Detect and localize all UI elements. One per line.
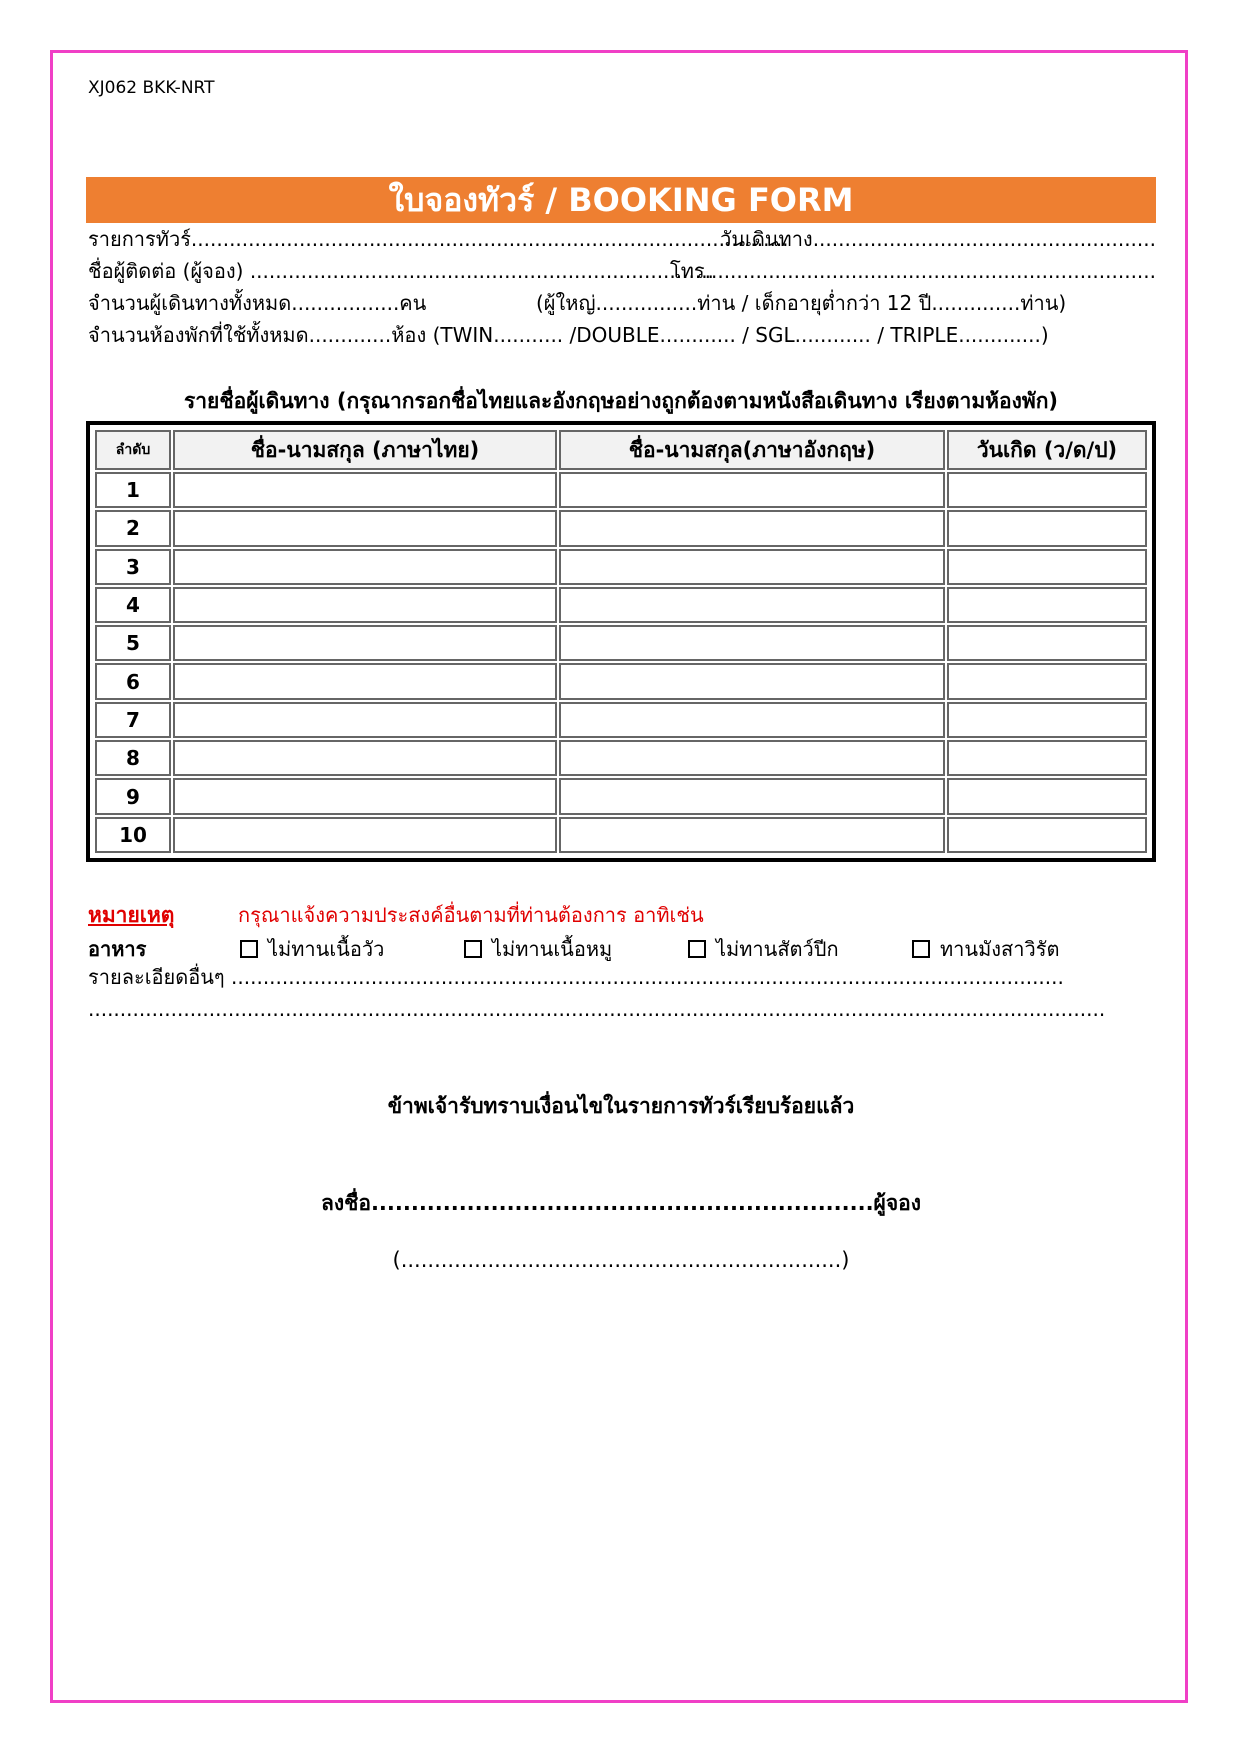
english-name-cell[interactable] — [559, 817, 945, 853]
birth-date-cell[interactable] — [947, 702, 1147, 738]
checkbox-icon[interactable] — [240, 940, 258, 958]
birth-date-cell[interactable] — [947, 740, 1147, 776]
passenger-section-title: รายชื่อผู้เดินทาง (กรุณากรอกชื่อไทยและอังกฤษอย่างถูกต้องตามหนังสือเดินทาง เรียงตามห้องพัก) — [183, 389, 1059, 413]
checkbox-icon[interactable] — [464, 940, 482, 958]
option-label: ไม่ทานสัตว์ปีก — [716, 937, 839, 961]
form-title-banner: ใบจองทัวร์ / BOOKING FORM — [86, 177, 1156, 223]
english-name-cell[interactable] — [559, 587, 945, 623]
thai-name-cell[interactable] — [173, 549, 557, 585]
checkbox-icon[interactable] — [912, 940, 930, 958]
english-name-cell[interactable] — [559, 625, 945, 661]
birth-date-cell[interactable] — [947, 817, 1147, 853]
acknowledgement-text: ข้าพเจ้ารับทราบเงื่อนไขในรายการทัวร์เรียบร้อยแล้ว — [387, 1094, 855, 1118]
document-code: XJ062 BKK-NRT — [88, 78, 215, 98]
total-pax-field[interactable]: จำนวนผู้เดินทางทั้งหมด.................คน — [88, 291, 427, 315]
thai-name-cell[interactable] — [173, 817, 557, 853]
passenger-table — [86, 421, 1156, 862]
birth-date-cell[interactable] — [947, 472, 1147, 508]
tour-field[interactable]: รายการทัวร์.............................................................................................. — [88, 227, 789, 251]
row-number: 7 — [95, 702, 171, 738]
row-number: 3 — [95, 549, 171, 585]
other-details-line[interactable]: ................................................................................................................................................................ — [88, 997, 1106, 1021]
thai-name-cell[interactable] — [173, 702, 557, 738]
row-number: 4 — [95, 587, 171, 623]
table-row — [95, 472, 1147, 508]
thai-name-cell[interactable] — [173, 510, 557, 546]
food-label: อาหาร — [88, 937, 147, 961]
phone-field[interactable]: โทร....................................................................... — [669, 259, 1156, 283]
birth-date-cell[interactable] — [947, 663, 1147, 699]
row-number: 1 — [95, 472, 171, 508]
header-english-name: ชื่อ-นามสกุล(ภาษาอังกฤษ) — [559, 430, 945, 470]
english-name-cell[interactable] — [559, 549, 945, 585]
english-name-cell[interactable] — [559, 702, 945, 738]
table-row — [95, 625, 1147, 661]
option-label: ไม่ทานเนื้อวัว — [268, 937, 385, 961]
row-number: 6 — [95, 663, 171, 699]
thai-name-cell[interactable] — [173, 740, 557, 776]
contact-field[interactable]: ชื่อผู้ติดต่อ (ผู้จอง) ......................................................................... — [88, 259, 714, 283]
rooms-field[interactable]: จำนวนห้องพักที่ใช้ทั้งหมด.............ห้อง (TWIN........... /DOUBLE............ / SGL............ / TRIPLE.............) — [88, 323, 1049, 347]
english-name-cell[interactable] — [559, 778, 945, 814]
header-thai-name: ชื่อ-นามสกุล (ภาษาไทย) — [173, 430, 557, 470]
birth-date-cell[interactable] — [947, 778, 1147, 814]
header-birth-date: วันเกิด (ว/ด/ป) — [947, 430, 1147, 470]
option-no-beef[interactable] — [240, 933, 384, 965]
travel-date-field[interactable]: วันเดินทาง...................................................... — [720, 227, 1156, 251]
remark-label: หมายเหตุ — [88, 903, 175, 927]
table-header-row — [95, 430, 1147, 470]
table-row — [95, 778, 1147, 814]
table-row — [95, 549, 1147, 585]
birth-date-cell[interactable] — [947, 587, 1147, 623]
table-row — [95, 702, 1147, 738]
other-details-field[interactable]: รายละเอียดอื่นๆ ................................................................................................................................... — [88, 965, 1064, 989]
option-vegetarian[interactable] — [912, 933, 1059, 965]
table-row — [95, 817, 1147, 853]
signature-name-line[interactable]: (..................................................................) — [392, 1248, 850, 1272]
row-number: 5 — [95, 625, 171, 661]
table-row — [95, 510, 1147, 546]
english-name-cell[interactable] — [559, 510, 945, 546]
row-number: 9 — [95, 778, 171, 814]
thai-name-cell[interactable] — [173, 472, 557, 508]
english-name-cell[interactable] — [559, 740, 945, 776]
table-row — [95, 663, 1147, 699]
thai-name-cell[interactable] — [173, 625, 557, 661]
header-no: ลำดับ — [95, 430, 171, 470]
table-row — [95, 587, 1147, 623]
remark-text: กรุณาแจ้งความประสงค์อื่นตามที่ท่านต้องการ อาทิเช่น — [238, 903, 704, 927]
option-label: ทานมังสาวิรัต — [940, 937, 1060, 961]
thai-name-cell[interactable] — [173, 663, 557, 699]
option-no-pork[interactable] — [464, 933, 612, 965]
english-name-cell[interactable] — [559, 472, 945, 508]
signature-line[interactable]: ลงชื่อ...............................................................ผู้จอง — [320, 1191, 922, 1215]
birth-date-cell[interactable] — [947, 549, 1147, 585]
row-number: 2 — [95, 510, 171, 546]
birth-date-cell[interactable] — [947, 510, 1147, 546]
option-label: ไม่ทานเนื้อหมู — [492, 937, 613, 961]
pax-breakdown-field[interactable]: (ผู้ใหญ่................ท่าน / เด็กอายุต่ำกว่า 12 ปี..............ท่าน) — [536, 291, 1067, 315]
option-no-poultry[interactable] — [688, 933, 839, 965]
thai-name-cell[interactable] — [173, 587, 557, 623]
birth-date-cell[interactable] — [947, 625, 1147, 661]
row-number: 10 — [95, 817, 171, 853]
english-name-cell[interactable] — [559, 663, 945, 699]
checkbox-icon[interactable] — [688, 940, 706, 958]
row-number: 8 — [95, 740, 171, 776]
table-row — [95, 740, 1147, 776]
thai-name-cell[interactable] — [173, 778, 557, 814]
